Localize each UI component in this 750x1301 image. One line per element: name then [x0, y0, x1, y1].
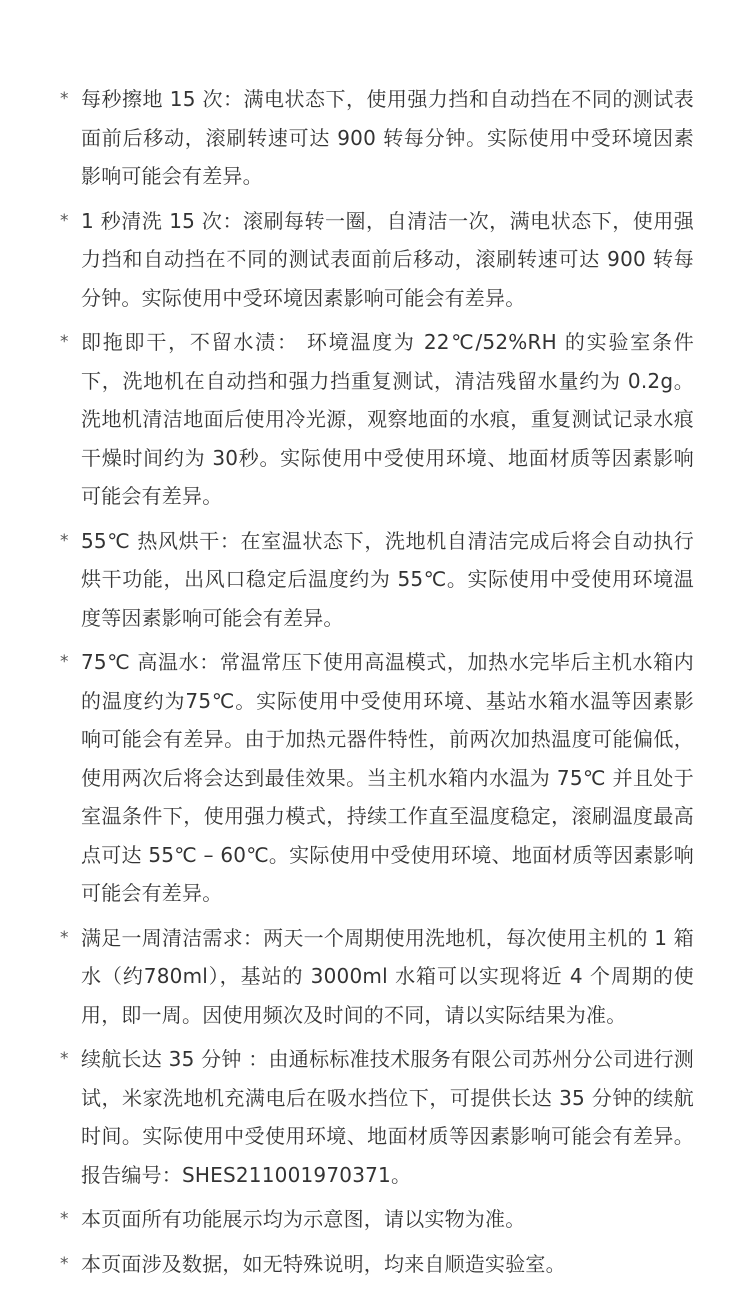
bullet-asterisk-icon: *	[60, 927, 69, 948]
footnote-text: 55℃ 热风烘干：在室温状态下，洗地机自清洁完成后将会自动执行烘干功能，出风口稳定后温度约为 55℃。实际使用中受使用环境温度等因素影响可能会有差异。	[81, 528, 694, 630]
footnote-item	[0, 1040, 750, 1194]
bullet-asterisk-icon: *	[60, 1049, 69, 1069]
footnote-item	[0, 202, 750, 318]
bullet-asterisk-icon: *	[60, 530, 69, 551]
footnote-text: 本页面所有功能展示均为示意图，请以实物为准。	[81, 1207, 526, 1231]
bullet-asterisk-icon: *	[60, 652, 69, 672]
footnote-item	[0, 643, 750, 913]
footnote-text: 续航长达 35 分钟 ：由通标标准技术服务有限公司苏州分公司进行测试，米家洗地机充满电后在吸水挡位下，可提供长达 35 分钟的续航时间。实际使用中受使用环境、地面材质等因素影响可能会有差异。报告编号：SHES211001970371。	[81, 1047, 694, 1187]
footnote-list	[0, 80, 750, 1289]
bullet-asterisk-icon: *	[60, 1253, 69, 1274]
footnote-text: 1 秒清洗 15 次：滚刷每转一圈，自清洁一次，满电状态下，使用强力挡和自动挡在不同的测试表面前后移动，滚刷转速可达 900 转每分钟。实际使用中受环境因素影响可能会有差异。	[81, 208, 694, 310]
footnote-text: 即拖即干，不留水渍： 环境温度为 22℃/52%RH 的实验室条件下，洗地机在自动挡和强力挡重复测试，清洁残留水量约为 0.2g。洗地机清洁地面后使用冷光源，观察地面的水痕，重复测试记录水痕干燥时间约为 30秒。实际使用中受使用环境、地面材质等因素影响可能会有差异。	[81, 330, 694, 508]
bullet-asterisk-icon: *	[60, 89, 69, 109]
footnote-text: 75℃ 高温水：常温常压下使用高温模式，加热水完毕后主机水箱内的温度约为75℃。实际使用中受使用环境、基站水箱水温等因素影响可能会有差异。由于加热元器件特性，前两次加热温度可能偏低，使用两次后将会达到最佳效果。当主机水箱内水温为 75℃ 并且处于室温条件下，使用强力模式，持续工作直至温度稳定，滚刷温度最高点可达 55℃ – 60℃。实际使用中受使用环境、地面材质等因素影响可能会有差异。	[81, 650, 694, 905]
footnote-item	[0, 323, 750, 516]
footnote-item	[0, 522, 750, 638]
footnote-item	[0, 1200, 750, 1239]
footnote-item	[0, 80, 750, 196]
bullet-asterisk-icon: *	[60, 332, 69, 352]
footnote-item	[0, 1245, 750, 1284]
bullet-asterisk-icon: *	[60, 1209, 69, 1229]
footnote-text: 满足一周清洁需求：两天一个周期使用洗地机，每次使用主机的 1 箱水（约780ml），基站的 3000ml 水箱可以实现将近 4 个周期的使用，即一周。因使用频次及时间的不同，请以实际结果为准。	[81, 925, 694, 1027]
footnote-item	[0, 919, 750, 1035]
footnote-text: 本页面涉及数据，如无特殊说明，均来自顺造实验室。	[81, 1251, 566, 1276]
footnote-text: 每秒擦地 15 次：满电状态下，使用强力挡和自动挡在不同的测试表面前后移动，滚刷转速可达 900 转每分钟。实际使用中受环境因素影响可能会有差异。	[81, 87, 694, 188]
bullet-asterisk-icon: *	[60, 210, 69, 231]
